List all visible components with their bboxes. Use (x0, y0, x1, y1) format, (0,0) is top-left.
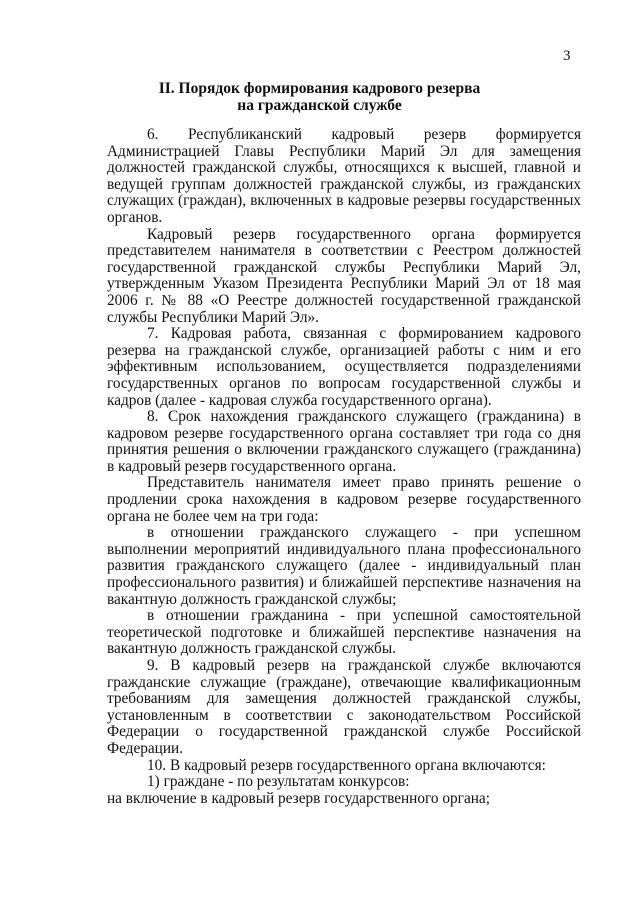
paragraph-civil-servant: в отношении гражданского служащего - при успешном выполнении мероприятий индивидуального плана профессионального развития гражданского служащего (далее - индивидуальный план профессионального развития) и ближайшей перспективе назначения на вакантную должность гражданской службы; (107, 524, 581, 608)
paragraph-10: 10. В кадровый резерв государственного органа включаются: (147, 756, 546, 774)
section-heading-line-2: на гражданской службе (237, 97, 402, 114)
paragraph-8: 8. Срок нахождения гражданского служащего (гражданина) в кадровом резерве государственного органа составляет три года со дня принятия решения о включении гражданского служащего (гражданина) в кадровый резерв государственного органа. (107, 408, 581, 475)
list-item-1: 1) граждане - по результатам конкурсов: (147, 773, 410, 791)
paragraph-reserve-formation: Кадровый резерв государственного органа формируется представителем нанимателя в соответствии с Реестром должностей государственной гражданской службы Республики Марий Эл, утвержденным Указом Президента Республики Марий Эл от 18 мая 2006 г. № 88 «О Реестре должностей государственной гражданской службы Республики Марий Эл». (107, 225, 581, 326)
section-heading (0, 80, 639, 114)
page-number: 3 (563, 48, 571, 64)
paragraph-extension: Представитель нанимателя имеет право принять решение о продлении срока нахождения в кадровом резерве государственного органа не более чем на три года: (107, 474, 581, 525)
paragraph-7: 7. Кадровая работа, связанная с формированием кадрового резерва на гражданской службе, организацией работы с ним и его эффективным использованием, осуществляется подразделениями государственных органов по вопросам государственной службы и кадров (далее - кадровая служба государственного органа). (107, 325, 581, 409)
paragraph-citizen: в отношении гражданина - при успешной самостоятельной теоретической подготовке и ближайшей перспективе назначения на вакантную должность гражданской службы. (107, 607, 581, 658)
list-item-1-sub: на включение в кадровый резерв государственного органа; (107, 789, 490, 807)
paragraph-6: 6. Республиканский кадровый резерв формируется Администрацией Главы Республики Марий Эл для замещения должностей гражданской службы, относящихся к высшей, главной и ведущей группам должностей гражданской службы, из гражданских служащих (граждан), включенных в кадровые резервы государственных органов. (107, 126, 581, 226)
document-body (107, 127, 581, 807)
paragraph-9: 9. В кадровый резерв на гражданской службе включаются гражданские служащие (граждане), отвечающие квалификационным требованиям для замещения должностей гражданской службы, установленным в соответствии с законодательством Российской Федерации о государственной гражданской службе Российской Федерации. (107, 657, 581, 757)
section-heading-line-1: II. Порядок формирования кадрового резерва (158, 80, 481, 97)
